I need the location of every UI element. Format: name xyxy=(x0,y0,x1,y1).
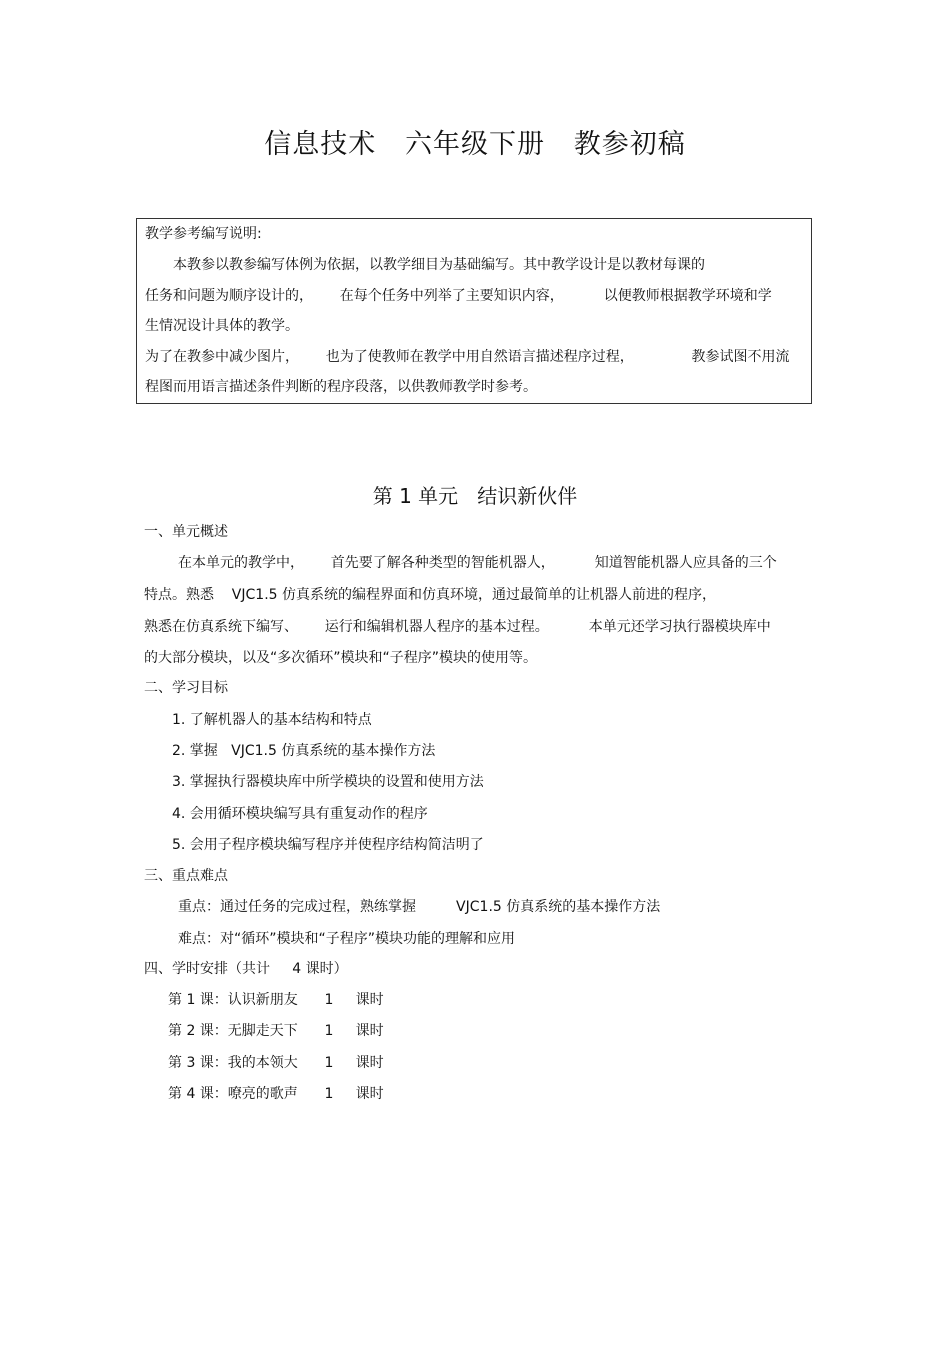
goal-item: 4. 会用循环模块编写具有重复动作的程序 xyxy=(172,806,428,822)
document-title: 信息技术 六年级下册 教参初稿 xyxy=(264,129,686,160)
section-heading-overview: 一、单元概述 xyxy=(144,524,228,540)
section-heading-keypoints: 三、重点难点 xyxy=(144,868,228,884)
schedule-item: 第 3 课：我的本领大 1 课时 xyxy=(168,1055,384,1071)
schedule-item: 第 4 课：嘹亮的歌声 1 课时 xyxy=(168,1086,384,1102)
writing-notes-box xyxy=(136,218,812,404)
overview-line: 熟悉在仿真系统下编写、 运行和编辑机器人程序的基本过程。 本单元还学习执行器模块库中 xyxy=(144,619,771,635)
difficulty-text: 难点：对“循环”模块和“子程序”模块功能的理解和应用 xyxy=(178,931,516,947)
schedule-item: 第 2 课：无脚走天下 1 课时 xyxy=(168,1023,384,1039)
overview-line: 的大部分模块，以及“多次循环”模块和“子程序”模块的使用等。 xyxy=(144,650,538,666)
schedule-item: 第 1 课：认识新朋友 1 课时 xyxy=(168,992,384,1008)
notes-line: 程图而用语言描述条件判断的程序段落，以供教师教学时参考。 xyxy=(145,379,537,395)
overview-line: 特点。熟悉 VJC1.5 仿真系统的编程界面和仿真环境，通过最简单的让机器人前进的程序， xyxy=(144,587,716,603)
goal-item: 3. 掌握执行器模块库中所学模块的设置和使用方法 xyxy=(172,774,484,790)
unit-title: 第 1 单元 结识新伙伴 xyxy=(372,484,578,508)
notes-line: 本教参以教参编写体例为依据，以教学细目为基础编写。其中教学设计是以教材每课的 xyxy=(173,257,705,273)
section-heading-goals: 二、学习目标 xyxy=(144,680,228,696)
goal-item: 1. 了解机器人的基本结构和特点 xyxy=(172,712,372,728)
notes-line: 任务和问题为顺序设计的， 在每个任务中列举了主要知识内容， 以便教师根据教学环境和学 xyxy=(145,288,772,304)
section-heading-schedule: 四、学时安排（共计 4 课时） xyxy=(144,961,348,977)
notes-line: 为了在教参中减少图片， 也为了使教师在教学中用自然语言描述程序过程， 教参试图不用流 xyxy=(145,349,790,365)
notes-line: 生情况设计具体的教学。 xyxy=(145,318,299,334)
overview-line: 在本单元的教学中， 首先要了解各种类型的智能机器人， 知道智能机器人应具备的三个 xyxy=(178,555,777,571)
goal-item: 2. 掌握 VJC1.5 仿真系统的基本操作方法 xyxy=(172,743,436,759)
keypoint-text: 重点：通过任务的完成过程，熟练掌握 VJC1.5 仿真系统的基本操作方法 xyxy=(178,899,661,915)
goal-item: 5. 会用子程序模块编写程序并使程序结构简洁明了 xyxy=(172,837,484,853)
notes-heading: 教学参考编写说明: xyxy=(145,226,262,242)
